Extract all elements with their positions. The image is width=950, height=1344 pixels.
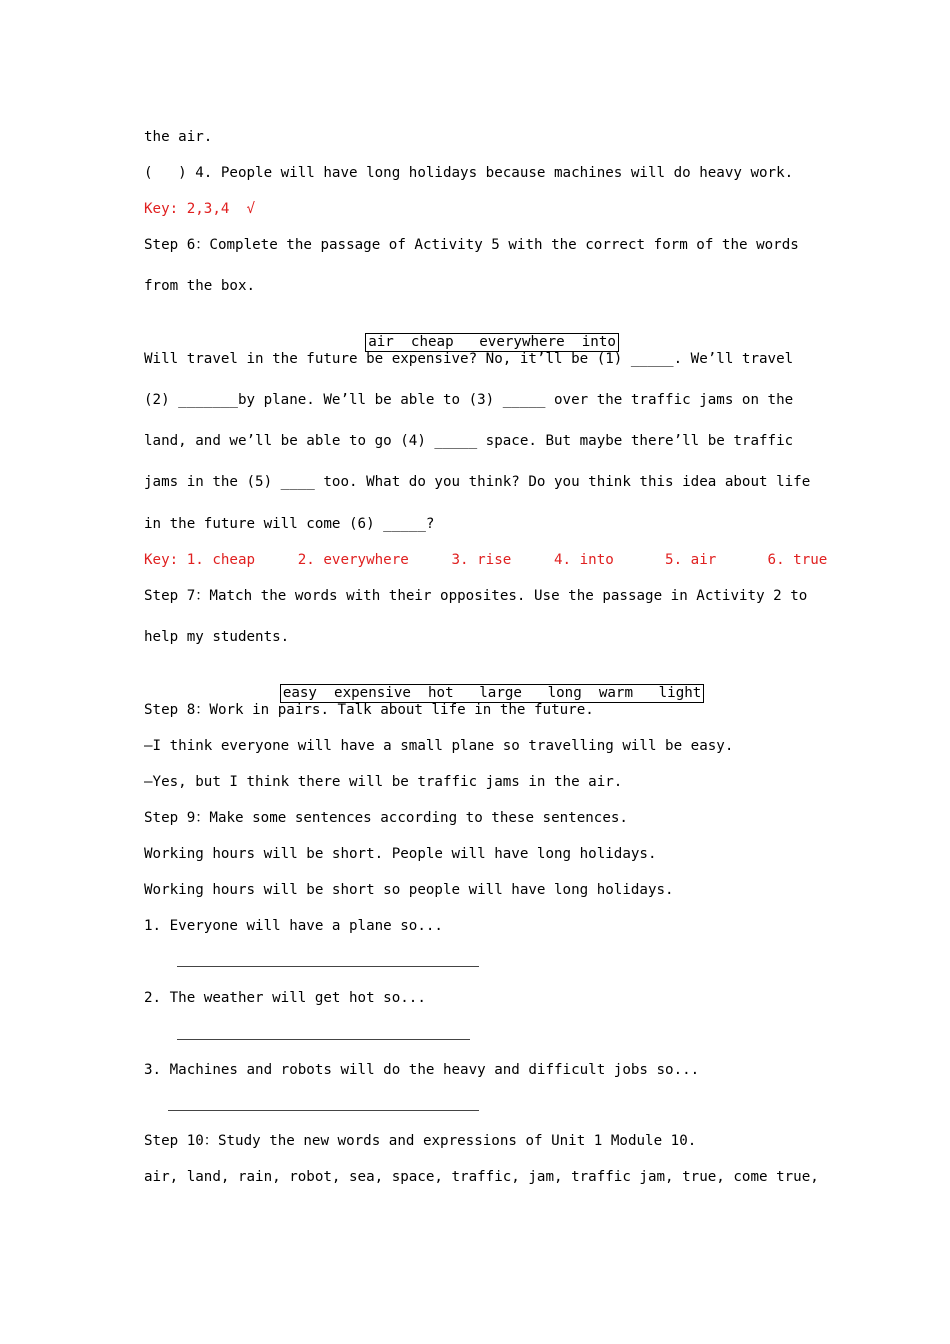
passage-line: land, and we’ll be able to go (4) _____ space. But maybe there’ll be traffic bbox=[144, 433, 794, 449]
question-4: ( ) 4. People will have long holidays because machines will do heavy work. bbox=[144, 165, 794, 181]
step-9-heading: Step 9：Make some sentences according to these sentences. bbox=[144, 810, 628, 826]
exercise-3: 3. Machines and robots will do the heavy and difficult jobs so... bbox=[144, 1062, 700, 1078]
text-line: the air. bbox=[144, 129, 213, 145]
answer-key: Key: 2,3,4 √ bbox=[144, 201, 256, 217]
word-box-words: air cheap everywhere into bbox=[365, 333, 619, 352]
step-10-heading: Step 10：Study the new words and expressions of Unit 1 Module 10. bbox=[144, 1133, 697, 1149]
exercise-1: 1. Everyone will have a plane so... bbox=[144, 918, 443, 934]
example-sentence: Working hours will be short. People will have long holidays. bbox=[144, 846, 657, 862]
answer-blank bbox=[177, 1039, 470, 1040]
step-6-heading: Step 6：Complete the passage of Activity 5 with the correct form of the words bbox=[144, 237, 799, 253]
vocabulary-list: air, land, rain, robot, sea, space, traffic, jam, traffic jam, true, come true, bbox=[144, 1169, 819, 1185]
step-8-heading: Step 8：Work in pairs. Talk about life in the future. bbox=[144, 702, 594, 718]
text-line: help my students. bbox=[144, 629, 290, 645]
step-7-heading: Step 7：Match the words with their opposites. Use the passage in Activity 2 to bbox=[144, 588, 808, 604]
passage-line: in the future will come (6) _____? bbox=[144, 516, 435, 532]
dialogue-line: —I think everyone will have a small plane so travelling will be easy. bbox=[144, 738, 734, 754]
exercise-2: 2. The weather will get hot so... bbox=[144, 990, 426, 1006]
passage-line: (2) _______by plane. We’ll be able to (3) _____ over the traffic jams on the bbox=[144, 392, 794, 408]
text-line: from the box. bbox=[144, 278, 256, 294]
answer-key: Key: 1. cheap 2. everywhere 3. rise 4. into 5. air 6. true bbox=[144, 552, 828, 568]
dialogue-line: —Yes, but I think there will be traffic jams in the air. bbox=[144, 774, 623, 790]
answer-blank bbox=[168, 1110, 479, 1111]
passage-line: Will travel in the future be expensive? No, it’ll be (1) _____. We’ll travel bbox=[144, 351, 794, 367]
passage-line: jams in the (5) ____ too. What do you think? Do you think this idea about life bbox=[144, 474, 811, 490]
word-box-words: easy expensive hot large long warm light bbox=[280, 684, 705, 703]
answer-blank bbox=[177, 966, 479, 967]
example-sentence: Working hours will be short so people will have long holidays. bbox=[144, 882, 674, 898]
